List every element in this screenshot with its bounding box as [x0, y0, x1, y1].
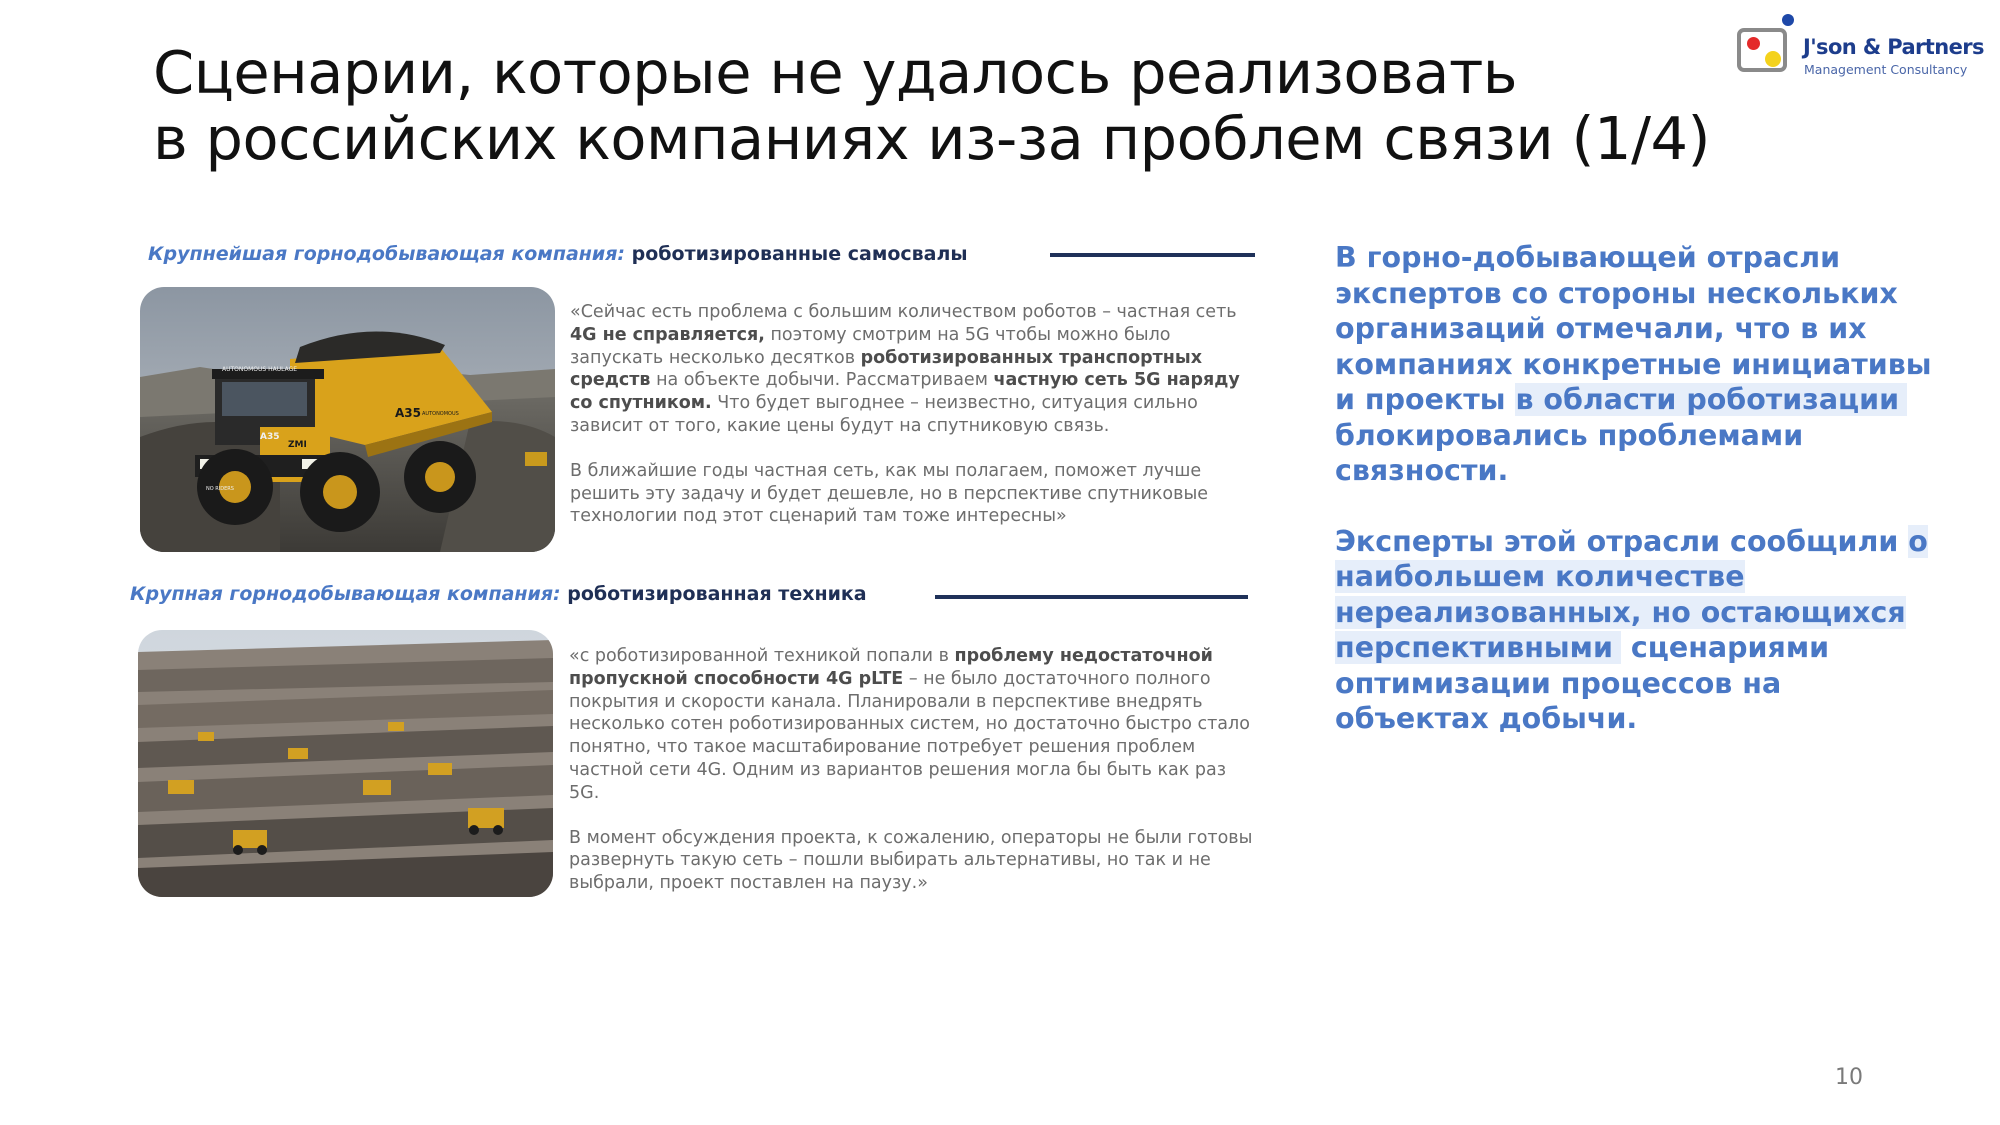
case-2-divider: [935, 595, 1248, 599]
case-2-quote: [569, 645, 1259, 917]
case-2-photo: [138, 630, 553, 897]
company-logo: [1737, 10, 1987, 80]
logo-red-dot-icon: [1747, 37, 1760, 50]
key-findings-callout: [1335, 240, 1935, 772]
case-2-topic: роботизированная техника: [567, 583, 867, 605]
truck-body-number: A35: [395, 406, 421, 420]
logo-frame-icon: [1737, 28, 1787, 72]
truck-brand: ZMI: [288, 440, 307, 450]
case-1-heading: [148, 243, 968, 265]
case-2-quote-paragraph-2: В момент обсуждения проекта, к сожалению, операторы не были готовы развернуть такую сеть – пошли выбирать альтернативы, но так и не выбрали, проект поставлен на паузу.»: [569, 827, 1253, 894]
case-2-quote-paragraph-1: «с роботизированной техникой попали в проблему недостаточной пропускной способности 4G pLTE – не было достаточного полного покрытия и скорости канала. Планировали в перспективе внедрять несколько сотен роботизированных систем, но достаточно быстро стало понятно, что такое масштабирование потребует решения проблем частной сети 4G. Одним из вариантов решения могла бы быть как раз 5G.: [569, 646, 1250, 803]
slide-title-line-1: Сценарии, которые не удалось реализовать: [153, 38, 1518, 107]
truck-bumper-label: NO RIDERS: [206, 486, 234, 492]
logo-name: J'son & Partners: [1803, 35, 1984, 59]
callout-highlight-2: о наибольшем количестве нереализованных, но остающихся перспективными: [1335, 524, 1928, 664]
case-1-quote-paragraph-1: «Сейчас есть проблема с большим количеством роботов – частная сеть 4G не справляется, поэтому смотрим на 5G чтобы можно было запускать несколько десятков роботизированных транспортных средств на объекте добычи. Рассматриваем частную сеть 5G наряду со спутником. Что будет выгоднее – неизвестно, ситуация сильно зависит от того, какие цены будут на спутниковую связь.: [570, 302, 1240, 436]
slide-title: [153, 40, 1753, 172]
case-1-quote: [570, 301, 1260, 550]
case-1-quote-paragraph-2: В ближайшие годы частная сеть, как мы полагаем, поможет лучше решить эту задачу и будет дешевле, но в перспективе спутниковые технологии под этот сценарий там тоже интересны»: [570, 460, 1209, 527]
case-1-topic: роботизированные самосвалы: [631, 243, 968, 265]
case-1-divider: [1050, 253, 1255, 257]
callout-paragraph-1: В горно-добывающей отрасли экспертов со стороны нескольких организаций отмечали, что в их компаниях конкретные инициативы и проекты в области роботизации блокировались проблемами связности.: [1335, 241, 1932, 487]
logo-yellow-dot-icon: [1765, 51, 1781, 67]
callout-paragraph-2: Эксперты этой отрасли сообщили о наибольшем количестве нереализованных, но остающихся перспективными сценариями оптимизации процессов на объектах добычи.: [1335, 524, 1928, 735]
page-number: 10: [1835, 1065, 1863, 1090]
truck-body-brand: AUTONOMOUS: [422, 411, 459, 417]
case-1-photo: [140, 287, 555, 552]
truck-cab-number: A35: [260, 432, 280, 442]
logo-blue-dot-icon: [1782, 14, 1794, 26]
slide-title-line-2: в российских компаниях из-за проблем связи (1/4): [153, 104, 1711, 173]
callout-highlight-1: в области роботизации: [1515, 383, 1907, 416]
logo-subtitle: Management Consultancy: [1804, 62, 1968, 77]
case-1-company: Крупнейшая горнодобывающая компания:: [148, 243, 626, 265]
truck-roof-label: AUTONOMOUS HAULAGE: [222, 366, 298, 373]
case-2-company: Крупная горнодобывающая компания:: [130, 583, 561, 605]
case-2-heading: [130, 583, 867, 605]
